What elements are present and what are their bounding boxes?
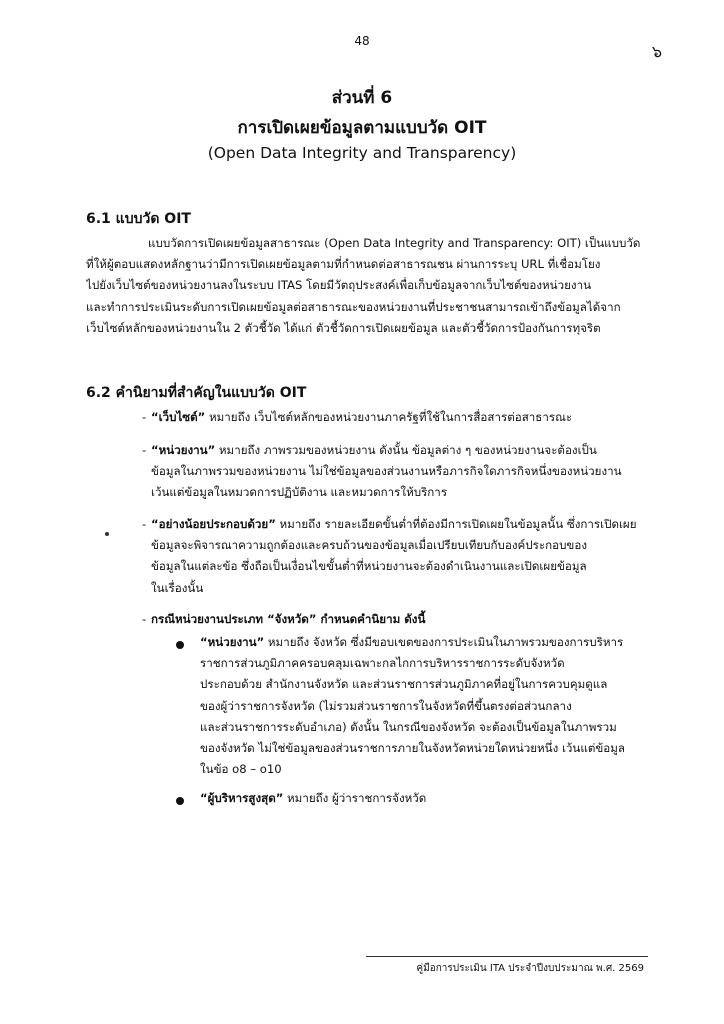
section-6-1-paragraph: [86, 233, 656, 339]
definition-line: [200, 788, 665, 809]
definition-website: [142, 407, 662, 428]
definition-line: ในเรื่องนั้น: [151, 580, 204, 595]
definition-minimum-content: [142, 514, 662, 599]
part-heading: ส่วนที่ 6: [331, 88, 393, 108]
part-subtitle: (Open Data Integrity and Transparency): [207, 144, 517, 162]
paragraph-line: ไปยังเว็บไซต์ของหน่วยงานลงในระบบ ITAS โดยมีวัตถุประสงค์เพื่อเก็บข้อมูลจากเว็บไซต์ของหน่วยงาน: [86, 278, 592, 293]
province-case-text: [142, 609, 662, 630]
section-heading-6-1: 6.1 แบบวัด OIT: [86, 211, 191, 227]
bullet-definition-agency: [200, 632, 665, 780]
footer-text: คู่มือการประเมิน ITA ประจำปีงบประมาณ พ.ศ. 2569: [416, 963, 644, 974]
definition-text: หมายถึง จังหวัด ซึ่งมีขอบเขตของการประเมินในภาพรวมของการบริหาร: [264, 635, 624, 649]
definition-text: หมายถึง เว็บไซต์หลักของหน่วยงานภาครัฐที่ใช้ในการสื่อสารต่อสาธารณะ: [205, 410, 573, 424]
dash-marker: -: [142, 410, 147, 424]
part-title: การเปิดเผยข้อมูลตามแบบวัด OIT: [237, 118, 487, 138]
page-number: 48: [354, 34, 370, 48]
definition-text: หมายถึง ผู้ว่าราชการจังหวัด: [283, 791, 427, 805]
definition-term: “หน่วยงาน”: [151, 443, 216, 457]
province-case-label: กรณีหน่วยงานประเภท “จังหวัด” กำหนดคำนิยาม ดังนี้: [151, 612, 426, 626]
definition-term: “อย่างน้อยประกอบด้วย”: [151, 517, 276, 531]
corner-page-number: ๖: [651, 42, 662, 61]
definition-text: หมายถึง รายละเอียดขั้นต่ำที่ต้องมีการเปิดเผยในข้อมูลนั้น ซึ่งการเปิดเผย: [275, 517, 637, 531]
dash-marker: -: [142, 443, 147, 457]
paragraph-line: และทำการประเมินระดับการเปิดเผยข้อมูลต่อสาธารณะของหน่วยงานที่ประชาชนสามารถเข้าถึงข้อมูลได้จาก: [86, 299, 621, 314]
dash-marker: -: [142, 612, 147, 626]
paragraph-line: ที่ให้ผู้ตอบแสดงหลักฐานว่ามีการเปิดเผยข้อมูลตามที่กำหนดต่อสาธารณชน ผ่านการระบุ URL ที่เชื่อมโยง: [86, 257, 601, 272]
definition-term: “หน่วยงาน”: [200, 635, 265, 649]
definition-text: หมายถึง ภาพรวมของหน่วยงาน ดังนั้น ข้อมูลต่าง ๆ ของหน่วยงานจะต้องเป็น: [215, 443, 597, 457]
bullet-icon: [176, 641, 184, 649]
definition-line: [200, 632, 665, 653]
paragraph-line: เว็บไซต์หลักของหน่วยงานใน 2 ตัวชี้วัด ได้แก่ ตัวชี้วัดการเปิดเผยข้อมูล และตัวชี้วัดการป้องกันการทุจริต: [86, 320, 601, 335]
scan-speck: [105, 532, 109, 536]
dash-marker: -: [142, 517, 147, 531]
definition-line: [142, 514, 662, 535]
definition-term: “ผู้บริหารสูงสุด”: [200, 791, 284, 805]
definition-term: “เว็บไซต์”: [151, 410, 206, 424]
definition-line: ข้อมูลในภาพรวมของหน่วยงาน ไม่ใช่ข้อมูลของส่วนงานหรือภารกิจใดภารกิจหนึ่งของหน่วยงาน: [151, 464, 622, 479]
definition-line: ของผู้ว่าราชการจังหวัด (ไม่รวมส่วนราชการในจังหวัดที่ขึ้นตรงต่อส่วนกลาง: [200, 698, 572, 713]
definition-line: ประกอบด้วย สำนักงานจังหวัด และส่วนราชการส่วนภูมิภาคที่อยู่ในการควบคุมดูแล: [200, 677, 608, 692]
bullet-icon: [176, 797, 184, 805]
paragraph-line: แบบวัดการเปิดเผยข้อมูลสาธารณะ (Open Data Integrity and Transparency: OIT) เป็นแบบวัด: [148, 236, 641, 250]
definition-line: ของจังหวัด ไม่ใช่ข้อมูลของส่วนราชการภายในจังหวัดหน่วยใดหน่วยหนึ่ง เว้นแต่ข้อมูล: [200, 741, 625, 756]
footer-divider: [366, 956, 648, 957]
section-heading-6-2: 6.2 คำนิยามที่สำคัญในแบบวัด OIT: [86, 385, 307, 401]
definition-line: ในข้อ o8 – o10: [200, 762, 282, 777]
definition-agency: [142, 440, 662, 504]
definition-line: และส่วนราชการระดับอำเภอ) ดังนั้น ในกรณีของจังหวัด จะต้องเป็นข้อมูลในภาพรวม: [200, 719, 617, 734]
definition-line: ข้อมูลในแต่ละข้อ ซึ่งถือเป็นเงื่อนไขขั้นต่ำที่หน่วยงานจะต้องดำเนินงานและเปิดเผยข้อมูล: [151, 559, 587, 574]
definition-line: [142, 440, 662, 461]
definition-line: ข้อมูลจะพิจารณาความถูกต้องและครบถ้วนของข้อมูลเมื่อเปรียบเทียบกับองค์ประกอบของ: [151, 538, 587, 553]
bullet-definition-executive: [200, 788, 665, 809]
province-case-heading: [142, 609, 662, 630]
definition-line: เว้นแต่ข้อมูลในหมวดการปฏิบัติงาน และหมวดการให้บริการ: [151, 485, 448, 500]
definition-line: [142, 407, 662, 428]
definition-line: ราชการส่วนภูมิภาคครอบคลุมเฉพาะกลไกการบริหารราชการระดับจังหวัด: [200, 656, 565, 671]
